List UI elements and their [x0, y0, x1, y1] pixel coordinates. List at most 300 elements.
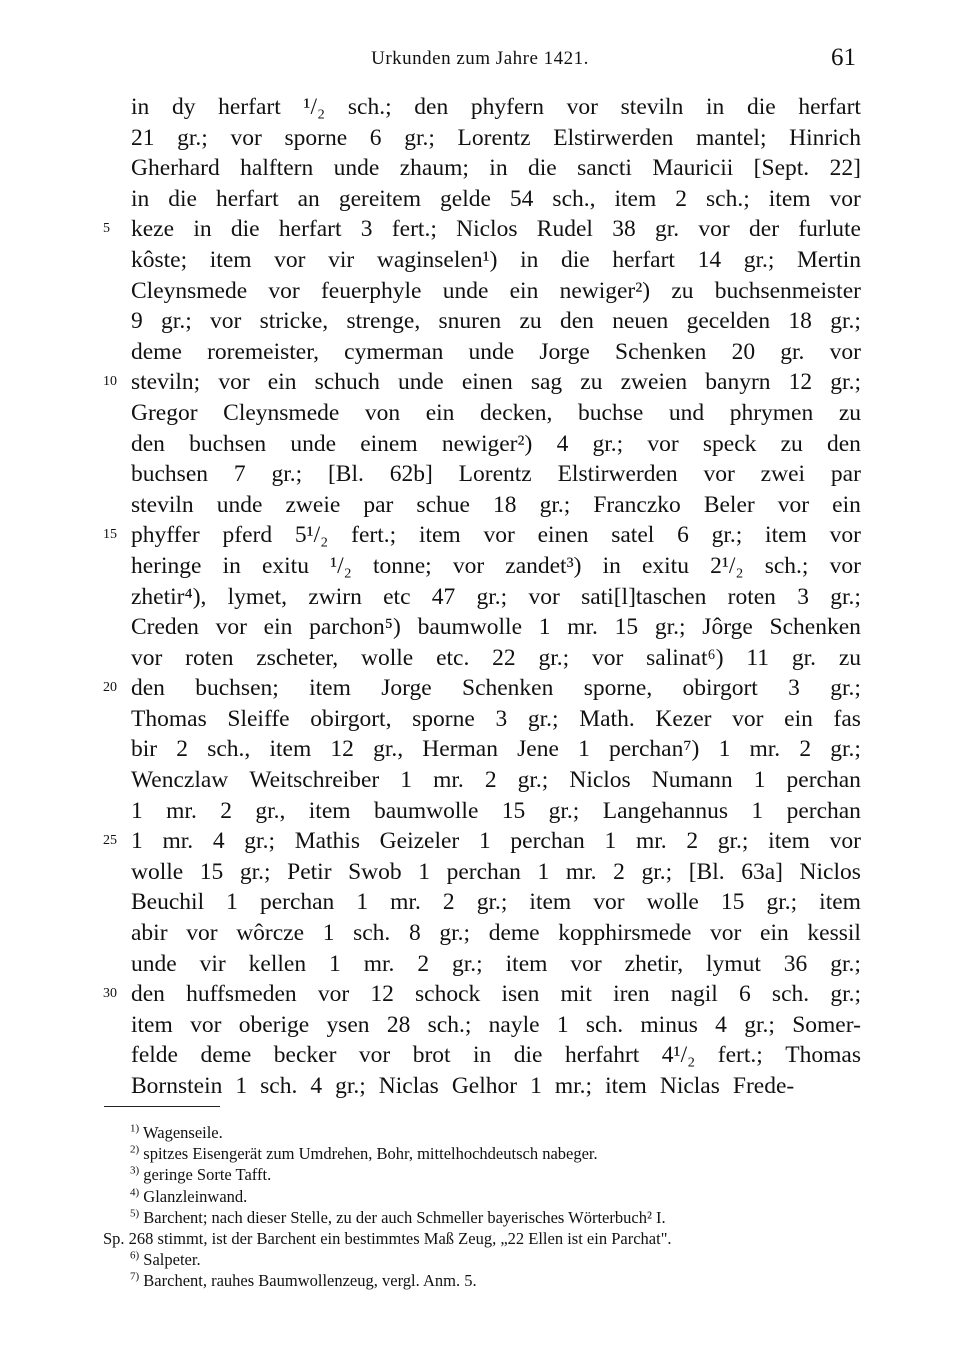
- word: Franczko: [593, 491, 681, 518]
- word: Schenken: [462, 675, 554, 702]
- word: Sleiffe: [227, 705, 290, 732]
- word: buchsen;: [195, 675, 279, 702]
- footnote: [130, 1143, 870, 1164]
- running-head: [0, 42, 960, 78]
- word: gr.;: [539, 491, 571, 518]
- footnote-marker: 2): [130, 1143, 140, 1156]
- word: vor: [710, 920, 742, 947]
- word: 47: [431, 583, 456, 610]
- word: gr.;: [830, 950, 861, 977]
- word: brot: [412, 1042, 451, 1069]
- word: deme: [488, 920, 540, 947]
- word: 11: [746, 644, 769, 671]
- word: ¹/₂: [303, 94, 326, 120]
- word: 3: [495, 705, 508, 732]
- word: 18: [493, 491, 517, 518]
- word: 9: [131, 308, 143, 335]
- word: vor: [647, 430, 679, 457]
- word: zweie: [285, 491, 341, 518]
- word: gr.;: [830, 736, 861, 763]
- text-line: [131, 153, 861, 184]
- word: fert.;: [351, 522, 397, 549]
- text-line: [131, 643, 861, 674]
- word: mr.: [567, 614, 598, 641]
- word: vor: [829, 338, 861, 365]
- word: gr.;: [548, 797, 580, 824]
- word: sch.;: [427, 1011, 472, 1038]
- word: halftern: [240, 155, 314, 182]
- body-text: [103, 92, 861, 1102]
- word: unde: [290, 430, 337, 457]
- word: einen: [537, 522, 589, 549]
- word: Mertin: [797, 246, 861, 273]
- word: obirgort: [682, 675, 758, 702]
- word: vor: [190, 1011, 222, 1038]
- word: gr.;: [654, 614, 686, 641]
- word: 4: [212, 828, 225, 855]
- word: 28: [386, 1011, 411, 1038]
- footnote-text: Barchent, rauhes Baumwollenzeug, vergl. Anm. 5.: [143, 1271, 477, 1291]
- word: unde: [398, 369, 444, 396]
- word: die: [168, 185, 197, 212]
- word: der: [749, 216, 780, 243]
- footnote-marker: 4): [130, 1186, 140, 1199]
- word: in: [131, 185, 150, 212]
- word: obirgort,: [310, 705, 392, 732]
- word: gr.;: [335, 1073, 366, 1099]
- word: vor: [218, 369, 250, 396]
- word: Niclos: [569, 767, 631, 794]
- word: gr.: [780, 338, 805, 365]
- word: zhetir,: [624, 950, 684, 977]
- word: item: [768, 828, 810, 855]
- word: item: [209, 246, 252, 273]
- word: buchsen: [189, 430, 267, 457]
- text-line: [131, 1040, 861, 1071]
- word: kellen: [248, 950, 307, 977]
- word: schuch: [314, 369, 380, 396]
- word: gr.;: [517, 767, 549, 794]
- word: exitu: [261, 552, 309, 579]
- word: Thomas: [131, 705, 207, 732]
- word: sporne,: [583, 675, 653, 702]
- word: ein: [832, 491, 861, 518]
- word: sch.,: [207, 736, 251, 763]
- word: wôrcze: [236, 920, 305, 947]
- word: gr.;: [404, 124, 435, 151]
- word: feuerphyle: [320, 277, 422, 304]
- word: 2: [484, 767, 497, 794]
- word: phyfern: [470, 94, 544, 120]
- word: 1: [418, 858, 430, 885]
- word: 12: [370, 981, 394, 1008]
- word: sch.,: [552, 185, 596, 212]
- word: zu: [519, 308, 542, 335]
- word: gr.;: [830, 583, 861, 610]
- word: wolle: [131, 858, 184, 885]
- line-number: 20: [103, 680, 117, 696]
- footnote-marker: 3): [130, 1164, 140, 1177]
- word: 14: [697, 246, 722, 273]
- text-line: [131, 459, 861, 490]
- word: gr.,: [373, 736, 404, 763]
- word: zu: [780, 430, 803, 457]
- word: in: [489, 155, 508, 182]
- text-line: [131, 92, 861, 123]
- text-line: [131, 337, 861, 368]
- word: Wenczlaw: [131, 767, 229, 794]
- word: Rudel: [536, 216, 593, 243]
- line-number: 5: [103, 221, 110, 237]
- word: 2: [613, 858, 625, 885]
- word: iren: [613, 981, 650, 1008]
- text-line: [131, 949, 861, 980]
- footnote: [130, 1186, 870, 1207]
- word: mr.: [635, 828, 667, 855]
- word: steviln: [131, 491, 194, 518]
- word: herfart: [798, 94, 861, 120]
- word: ein: [425, 399, 455, 426]
- word: Gherhard: [131, 155, 220, 182]
- text-line: [131, 796, 861, 827]
- word: vor: [317, 981, 350, 1008]
- word: 21: [131, 124, 155, 151]
- word: zhaum;: [399, 155, 469, 182]
- word: Cleynsmede: [131, 277, 248, 304]
- word: 2: [220, 797, 232, 824]
- word: oberige: [238, 1011, 310, 1038]
- word: die: [513, 1042, 543, 1069]
- word: vor: [698, 216, 730, 243]
- word: in: [602, 552, 621, 579]
- word: mr.: [433, 767, 464, 794]
- word: herfart: [216, 185, 279, 212]
- word: wolle: [361, 644, 414, 671]
- word: gr.;: [161, 308, 192, 335]
- word: gr.: [791, 644, 816, 671]
- word: sancti: [577, 155, 632, 182]
- word: cymerman: [344, 338, 444, 365]
- word: in: [131, 94, 150, 120]
- text-line: [131, 184, 861, 215]
- word: item: [418, 522, 461, 549]
- word: Swob: [348, 858, 402, 885]
- word: gr.;: [743, 246, 775, 273]
- word: Kezer: [655, 705, 712, 732]
- word: heringe: [131, 552, 202, 579]
- word: gr.;: [452, 950, 483, 977]
- word: item: [308, 797, 351, 824]
- word: 2: [675, 185, 688, 212]
- word: buchsen: [131, 461, 209, 488]
- word: ¹/₂: [330, 552, 352, 579]
- word: Langehannus: [602, 797, 729, 824]
- word: mit: [560, 981, 592, 1008]
- word: [Bl.: [688, 858, 725, 885]
- word: gr.;: [439, 920, 471, 947]
- word: den: [131, 981, 165, 1008]
- word: 22: [492, 644, 516, 671]
- word: 8: [408, 920, 421, 947]
- word: gr.;: [830, 308, 861, 335]
- footnote: [130, 1249, 870, 1270]
- word: vor: [732, 705, 764, 732]
- word: Thomas: [785, 1042, 861, 1069]
- text-line: [131, 887, 861, 918]
- word: unde: [131, 950, 177, 977]
- word: item: [605, 1073, 647, 1099]
- word: 54: [509, 185, 534, 212]
- word: ein: [760, 920, 789, 947]
- word: zu: [671, 277, 694, 304]
- text-line: [131, 734, 861, 765]
- word: vor: [703, 461, 735, 488]
- word: 1: [530, 1073, 542, 1099]
- word: zu: [838, 399, 861, 426]
- word: Petir: [287, 858, 332, 885]
- word: zwei: [760, 461, 806, 488]
- word: vor: [358, 1042, 391, 1069]
- word: Niclos: [456, 216, 518, 243]
- word: Beler: [703, 491, 755, 518]
- word: in: [473, 1042, 492, 1069]
- word: deme: [200, 1042, 252, 1069]
- word: vor: [131, 644, 163, 671]
- word: 3: [360, 216, 373, 243]
- word: sch.;: [764, 552, 809, 579]
- word: 22]: [829, 155, 861, 182]
- word: gr.;: [476, 583, 508, 610]
- word: perchan: [786, 767, 861, 794]
- text-line: [131, 245, 861, 276]
- word: satel: [611, 522, 655, 549]
- word: gr.: [654, 216, 680, 243]
- word: einen: [461, 369, 513, 396]
- line-number: 25: [103, 833, 117, 849]
- word: par: [830, 461, 861, 488]
- word: item: [529, 889, 572, 916]
- word: herfart: [612, 246, 675, 273]
- word: 38: [612, 216, 636, 243]
- running-title: Urkunden zum Jahre 1421.: [371, 48, 589, 69]
- word: 15: [614, 614, 639, 641]
- text-line: [131, 429, 861, 460]
- word: gr.;: [830, 369, 861, 396]
- word: waginselen¹): [376, 246, 498, 273]
- word: 12: [788, 369, 813, 396]
- word: unde: [333, 155, 380, 182]
- word: zscheter,: [256, 644, 339, 671]
- word: 62b]: [389, 461, 433, 488]
- footnote-text: Salpeter.: [143, 1250, 201, 1270]
- word: dy: [171, 94, 196, 120]
- word: den: [559, 308, 594, 335]
- word: newiger²): [559, 277, 651, 304]
- word: roremeister,: [207, 338, 319, 365]
- word: 3: [788, 675, 800, 702]
- word: vor: [452, 552, 485, 579]
- word: 6: [369, 124, 382, 151]
- word: vir: [328, 246, 355, 273]
- word: Gelhor: [451, 1073, 518, 1099]
- word: vor: [230, 124, 262, 151]
- word: sch.;: [347, 94, 392, 120]
- word: Hinrich: [789, 124, 861, 151]
- word: ein: [509, 277, 539, 304]
- word: perchan: [510, 828, 585, 855]
- word: tonne;: [372, 552, 432, 579]
- footnote: [130, 1207, 870, 1228]
- word: kessil: [807, 920, 861, 947]
- word: perchan: [446, 858, 521, 885]
- text-line: [103, 367, 861, 398]
- word: unde: [216, 491, 263, 518]
- word: in: [520, 246, 539, 273]
- word: gr.;: [476, 889, 508, 916]
- word: Math.: [579, 705, 635, 732]
- word: gr.;: [711, 522, 743, 549]
- word: 1: [131, 797, 143, 824]
- word: fert.;: [391, 216, 437, 243]
- footnote-marker: 5): [130, 1207, 140, 1220]
- word: gr.;: [527, 705, 559, 732]
- word: gr.;: [177, 124, 208, 151]
- word: mantel;: [696, 124, 767, 151]
- text-line: [103, 520, 861, 551]
- line-number: 15: [103, 527, 117, 543]
- word: Schenken: [769, 614, 861, 641]
- word: in: [193, 216, 212, 243]
- word: 12: [330, 736, 354, 763]
- word: gr.;: [830, 981, 861, 1008]
- word: roten: [727, 583, 776, 610]
- word: gr.;: [744, 1011, 775, 1038]
- footnotes: [103, 1122, 870, 1292]
- word: die: [560, 246, 590, 273]
- word: mr.: [749, 736, 781, 763]
- word: mr.: [390, 889, 421, 916]
- word: den: [826, 430, 861, 457]
- word: gr.;: [244, 828, 275, 855]
- text-line: [131, 918, 861, 949]
- word: 2: [417, 950, 430, 977]
- word: nayle: [488, 1011, 540, 1038]
- word: roten: [185, 644, 234, 671]
- word: 2: [686, 828, 699, 855]
- word: [Bl.: [327, 461, 364, 488]
- word: gr.,: [255, 797, 286, 824]
- word: Jorge: [539, 338, 590, 365]
- word: phrymen: [729, 399, 814, 426]
- word: stricke,: [259, 308, 329, 335]
- word: Numann: [651, 767, 733, 794]
- footnote-marker: 1): [130, 1122, 140, 1135]
- word: par: [363, 491, 394, 518]
- footnote-marker: 7): [130, 1270, 140, 1283]
- word: 1: [604, 828, 617, 855]
- word: 4: [310, 1073, 323, 1099]
- word: Elstirwerden: [553, 124, 674, 151]
- word: vor: [829, 185, 861, 212]
- word: Niclas: [378, 1073, 439, 1099]
- word: 1: [131, 828, 143, 855]
- word: 1: [751, 797, 764, 824]
- word: nagil: [670, 981, 718, 1008]
- word: an: [297, 185, 320, 212]
- word: neuen: [612, 308, 669, 335]
- word: 1: [226, 889, 238, 916]
- word: etc.: [436, 644, 470, 671]
- text-line: [131, 1010, 861, 1041]
- text-line: [131, 123, 861, 154]
- word: Mathis: [294, 828, 360, 855]
- word: sch.;: [706, 185, 750, 212]
- text-line: [131, 857, 861, 888]
- word: 15: [199, 858, 224, 885]
- word: von: [364, 399, 401, 426]
- text-line: [131, 612, 861, 643]
- word: item: [309, 675, 351, 702]
- word: 1: [537, 858, 550, 885]
- word: die: [527, 155, 557, 182]
- word: felde: [131, 1042, 178, 1069]
- word: 4: [556, 430, 569, 457]
- word: vor: [566, 94, 598, 120]
- word: steviln;: [131, 369, 201, 396]
- word: perchan⁷): [609, 736, 700, 763]
- word: phyffer: [131, 522, 200, 549]
- word: keze: [131, 216, 175, 243]
- word: zwirn: [308, 583, 362, 610]
- word: 1: [235, 1073, 248, 1099]
- word: item: [269, 736, 312, 763]
- text-line: [103, 673, 861, 704]
- line-number: 10: [103, 374, 117, 390]
- word: in: [706, 94, 725, 120]
- word: buchse: [578, 399, 644, 426]
- word: sati[l]taschen: [581, 583, 707, 610]
- word: Mauricii: [652, 155, 734, 182]
- word: 1: [356, 889, 369, 916]
- footnote: [130, 1270, 870, 1291]
- word: 15: [720, 889, 745, 916]
- word: Frede-: [732, 1073, 795, 1099]
- word: in: [222, 552, 241, 579]
- word: vor: [829, 522, 861, 549]
- word: ein: [263, 614, 293, 641]
- word: Gregor: [131, 399, 198, 426]
- word: herfart: [218, 94, 281, 120]
- text-line: [131, 1071, 861, 1102]
- word: fert.;: [717, 1042, 763, 1069]
- word: vor: [528, 583, 560, 610]
- word: Lorentz: [457, 124, 531, 151]
- word: kôste;: [131, 246, 188, 273]
- text-line: [103, 826, 861, 857]
- word: sch.: [260, 1073, 298, 1099]
- word: zu: [838, 644, 861, 671]
- word: vor: [210, 308, 242, 335]
- word: Herman: [422, 736, 498, 763]
- word: Lorentz: [458, 461, 532, 488]
- word: schue: [416, 491, 470, 518]
- word: furlute: [798, 216, 861, 243]
- word: ysen: [326, 1011, 370, 1038]
- word: Somer-: [792, 1011, 861, 1038]
- word: Jôrge: [702, 614, 753, 641]
- footnote-text: Wagenseile.: [143, 1123, 223, 1142]
- word: 20: [731, 338, 756, 365]
